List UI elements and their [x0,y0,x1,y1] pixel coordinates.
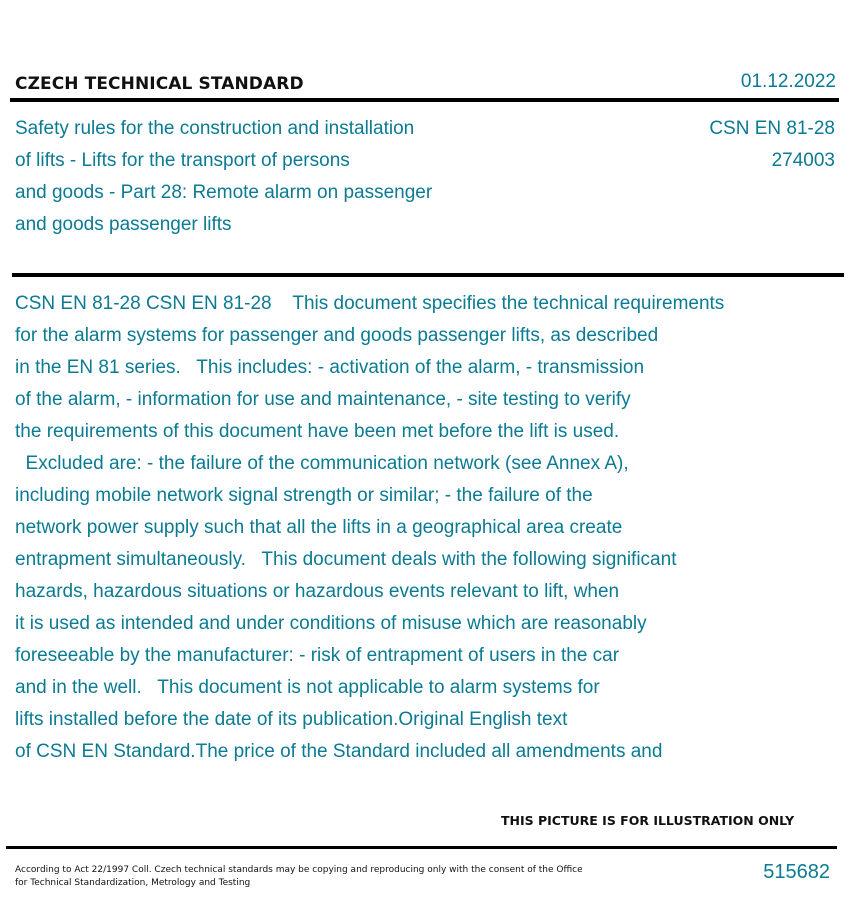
standard-title [15,113,515,241]
description-line: the requirements of this document have been met before the lift is used. [15,421,620,442]
title-divider [12,273,844,277]
copyright-line: for Technical Standardization, Metrology and Testing [15,878,251,888]
footer-divider [6,846,837,849]
standard-number: CSN EN 81-28 [709,118,835,139]
title-line: and goods passenger lifts [15,214,232,235]
description-line: Excluded are: - the failure of the communication network (see Annex A), [15,453,629,474]
description-line: for the alarm systems for passenger and goods passenger lifts, as described [15,325,659,346]
title-line: and goods - Part 28: Remote alarm on passenger [15,182,433,203]
publication-date: 01.12.2022 [740,71,836,92]
copyright-notice [15,864,595,890]
document-id: 515682 [763,861,830,883]
copyright-line: According to Act 22/1997 Coll. Czech technical standards may be copying and reproducing only with the consent of the Office [15,865,583,875]
classification-number: 274003 [771,150,835,171]
title-line: of lifts - Lifts for the transport of persons [15,150,350,171]
title-line: Safety rules for the construction and installation [15,118,415,139]
description-line: of CSN EN Standard.The price of the Standard included all amendments and [15,741,663,762]
description-line: it is used as intended and under conditions of misuse which are reasonably [15,613,647,634]
description-line: in the EN 81 series. This includes: - activation of the alarm, - transmission [15,357,645,378]
description-line: including mobile network signal strength or similar; - the failure of the [15,485,593,506]
description-line: network power supply such that all the lifts in a geographical area create [15,517,623,538]
description-line: and in the well. This document is not applicable to alarm systems for [15,677,600,698]
description-line: entrapment simultaneously. This document deals with the following significant [15,549,677,570]
standard-codes [709,113,835,177]
description-line: foreseeable by the manufacturer: - risk of entrapment of users in the car [15,645,620,666]
header-divider [10,98,839,102]
document-type-label: CZECH TECHNICAL STANDARD [15,74,304,94]
description-line: hazards, hazardous situations or hazardous events relevant to lift, when [15,581,620,602]
description-line: CSN EN 81-28 CSN EN 81-28 This document specifies the technical requirements [15,293,725,314]
description-line: lifts installed before the date of its publication.Original English text [15,709,568,730]
description-line: of the alarm, - information for use and maintenance, - site testing to verify [15,389,631,410]
standard-description [15,288,845,768]
illustration-disclaimer: THIS PICTURE IS FOR ILLUSTRATION ONLY [501,813,795,828]
